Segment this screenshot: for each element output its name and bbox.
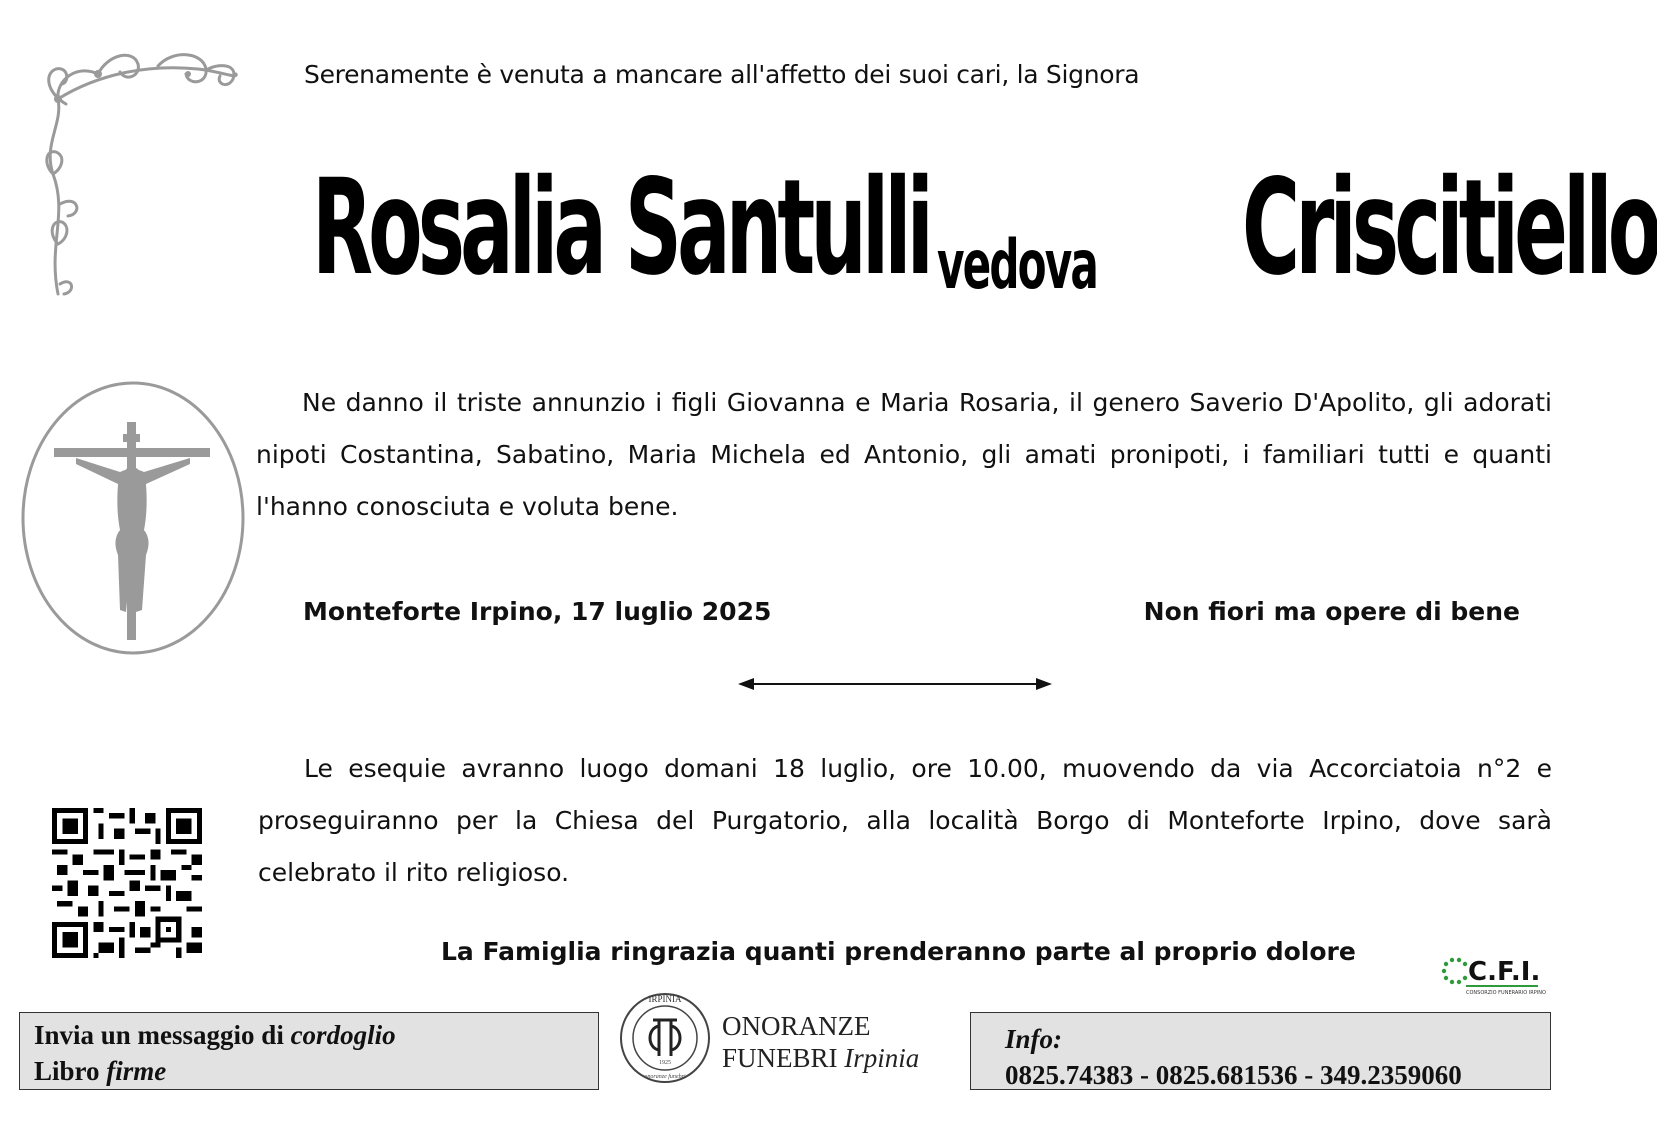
- cfi-logo: [1440, 950, 1546, 998]
- deceased-name-connector: vedova: [937, 226, 1097, 305]
- announcement-paragraph: [256, 377, 1552, 533]
- qr-code-icon[interactable]: [52, 808, 202, 958]
- agency-seal-icon: [617, 990, 713, 1086]
- info-label: Info:: [1005, 1024, 1063, 1054]
- guest-book-link[interactable]: Libro firme: [34, 1056, 167, 1086]
- cfi-logo-subtitle: CONSORZIO FUNERARIO IRPINO: [1466, 990, 1546, 996]
- seal-top-text: IRPINIA: [648, 994, 682, 1004]
- intro-text: Serenamente è venuta a mancare all'affetto dei suoi cari, la Signora: [304, 60, 1140, 89]
- info-phones[interactable]: 0825.74383 - 0825.681536 - 349.2359060: [1005, 1060, 1462, 1090]
- condolence-message-link[interactable]: Invia un messaggio di cordoglio: [34, 1020, 396, 1050]
- crucifix-icon: [20, 380, 248, 658]
- deceased-name: [312, 148, 1657, 328]
- agency-name: [722, 1010, 919, 1074]
- thanks-text: La Famiglia ringrazia quanti prenderanno parte al proprio dolore: [441, 937, 1356, 966]
- deceased-last-name: Criscitiello: [1242, 151, 1657, 305]
- announcement-text: Ne danno il triste annunzio i figli Giovanna e Maria Rosaria, il genero Saverio D'Apolito, gli adorati nipoti Costantina, Sabatino, Maria Michela ed Antonio, gli amati pronipoti, i familiari tutti e quanti l'hanno conosciuta e voluta bene.: [256, 388, 1552, 521]
- corner-flourish-icon: [38, 44, 248, 304]
- funeral-paragraph: [258, 743, 1552, 899]
- flowers-note: Non fiori ma opere di bene: [1143, 597, 1520, 626]
- place-date: Monteforte Irpino, 17 luglio 2025: [303, 597, 772, 626]
- funeral-text: Le esequie avranno luogo domani 18 luglio, ore 10.00, muovendo da via Accorciatoia n°2 e proseguiranno per la Chiesa del Purgatorio, alla località Borgo di Monteforte Irpino, dove sarà celebrato il rito religioso.: [258, 754, 1552, 887]
- double-arrow-divider-icon: [736, 672, 1054, 696]
- deceased-first-name: Rosalia Santulli: [312, 151, 930, 305]
- seal-year-text: 1925: [659, 1060, 671, 1066]
- agency-name-line1: ONORANZE: [722, 1011, 871, 1041]
- seal-bottom-text: onoranze funebri: [644, 1074, 686, 1080]
- cfi-logo-text: C.F.I.: [1468, 957, 1541, 987]
- agency-name-line2: FUNEBRI Irpinia: [722, 1043, 920, 1073]
- condolence-box[interactable]: [19, 1012, 599, 1090]
- info-box: [970, 1012, 1551, 1090]
